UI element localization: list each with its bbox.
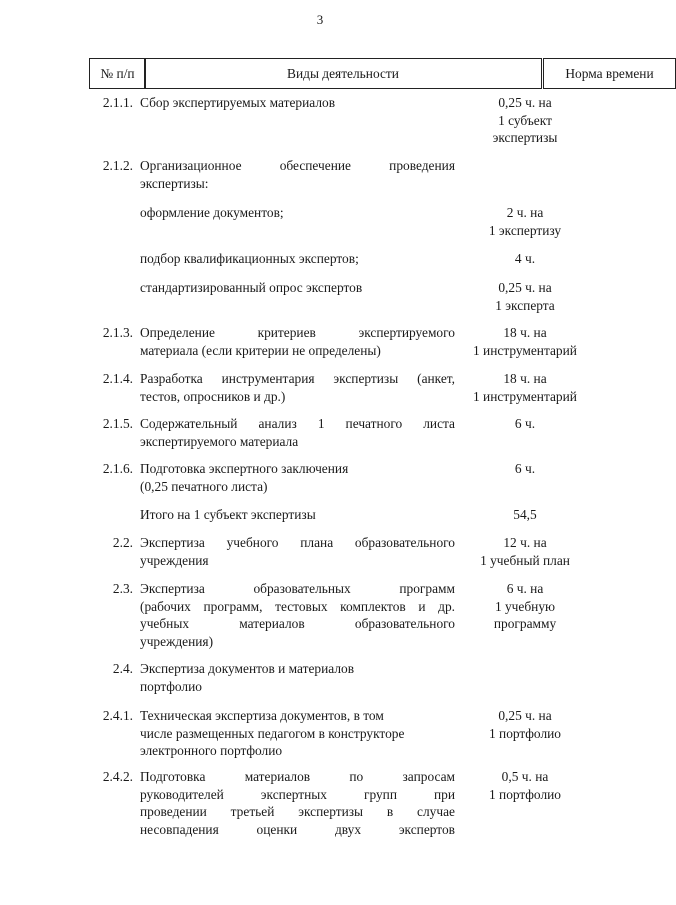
norm-line: 1 портфолио <box>488 786 561 802</box>
row-norm <box>460 580 590 633</box>
norm-line: 1 экспертизу <box>488 222 562 238</box>
desc-line: стандартизированный опрос экспертов <box>140 280 363 295</box>
norm-line: 12 ч. на <box>503 535 547 550</box>
norm-line: 6 ч. <box>514 461 536 476</box>
desc-line: Содержательный анализ 1 печатного листа <box>140 416 455 431</box>
desc-line: оформление документов; <box>140 205 284 220</box>
desc-line: числе размещенных педагогом в конструкторе <box>140 725 405 741</box>
desc-line: экспертируемого материала <box>140 433 299 449</box>
row-description <box>140 370 455 405</box>
row-description <box>140 324 455 359</box>
norm-line: 18 ч. на <box>503 325 547 340</box>
row-norm <box>460 534 590 569</box>
row-number: 2.1.5. <box>102 416 133 431</box>
row-description <box>140 415 455 450</box>
header-norm: Норма времени <box>543 58 676 89</box>
desc-line: Подготовка экспертного заключения <box>140 461 349 476</box>
row-norm <box>460 707 590 742</box>
desc-line: учреждения) <box>140 633 214 649</box>
row-description <box>140 94 455 112</box>
row-number: 2.1.6. <box>102 461 133 476</box>
row-norm <box>460 250 590 268</box>
norm-line: 1 учебную <box>494 598 556 614</box>
norm-line: 54,5 <box>513 507 537 522</box>
row-norm <box>460 506 590 524</box>
row-description <box>140 534 455 569</box>
norm-line: 1 субъект <box>498 112 552 128</box>
header-number: № п/п <box>89 58 146 89</box>
desc-line: Сбор экспертируемых материалов <box>140 95 336 110</box>
desc-line: проведении третьей экспертизы в случае <box>140 804 455 819</box>
row-description <box>140 460 455 495</box>
row-description <box>140 580 455 650</box>
row-description <box>140 250 455 268</box>
norm-line: 2 ч. на <box>506 205 544 220</box>
desc-line: портфолио <box>140 678 202 694</box>
row-number: 2.1.2. <box>102 158 133 173</box>
norm-line: 0,25 ч. на <box>498 95 552 110</box>
row-description <box>140 204 455 222</box>
row-number: 2.1.4. <box>102 371 133 386</box>
row-norm <box>460 370 590 405</box>
norm-line: 1 инструментарий <box>473 342 577 358</box>
row-number: 2.2. <box>112 535 133 550</box>
row-norm <box>460 415 590 433</box>
desc-line: Разработка инструментария экспертизы (анкет, <box>140 371 455 386</box>
row-description <box>140 157 455 192</box>
row-number: 2.3. <box>112 581 133 596</box>
table-header <box>89 58 654 89</box>
row-description <box>140 660 455 695</box>
desc-line: подбор квалификационных экспертов; <box>140 251 359 266</box>
desc-line: учреждения <box>140 552 209 568</box>
norm-line: 1 портфолио <box>488 725 561 741</box>
desc-line: Итого на 1 субъект экспертизы <box>140 507 316 522</box>
desc-line: Техническая экспертиза документов, в том <box>140 708 384 723</box>
desc-line: Определение критериев экспертируемого <box>140 325 455 340</box>
norm-line: программу <box>493 616 557 631</box>
desc-line: электронного портфолио <box>140 743 283 758</box>
row-norm <box>460 94 590 147</box>
row-description <box>140 506 455 524</box>
row-number: 2.1.1. <box>102 95 133 110</box>
norm-line: 4 ч. <box>514 251 536 266</box>
row-description <box>140 279 455 297</box>
norm-line: 18 ч. на <box>503 371 547 386</box>
norm-line: 6 ч. <box>514 416 536 431</box>
desc-line: материала (если критерии не определены) <box>140 342 381 358</box>
desc-line: Экспертиза образовательных программ <box>140 581 455 596</box>
desc-line: Организационное обеспечение проведения <box>140 158 455 173</box>
row-norm <box>460 460 590 478</box>
desc-line: экспертизы: <box>140 175 209 191</box>
row-norm <box>460 204 590 239</box>
desc-line: Экспертиза документов и материалов <box>140 661 355 676</box>
norm-line: 0,5 ч. на <box>501 769 549 784</box>
row-norm <box>460 768 590 803</box>
norm-line: 0,25 ч. на <box>498 280 552 295</box>
desc-line: тестов, опросников и др.) <box>140 388 286 404</box>
page-number: 3 <box>316 12 324 27</box>
norm-line: 1 учебный план <box>480 552 570 568</box>
desc-line: Экспертиза учебного плана образовательного <box>140 535 455 550</box>
norm-line: экспертизы <box>492 130 558 145</box>
row-description <box>140 707 455 760</box>
row-number: 2.4.1. <box>102 708 133 723</box>
desc-line: (рабочих программ, тестовых комплектов и др. <box>140 598 455 614</box>
header-activity: Виды деятельности <box>144 58 542 89</box>
row-number: 2.4. <box>112 661 133 676</box>
norm-line: 6 ч. на <box>506 581 544 596</box>
desc-line: несовпадения оценки двух экспертов <box>140 821 455 837</box>
row-norm <box>460 279 590 314</box>
row-number: 2.1.3. <box>102 325 133 340</box>
norm-line: 1 инструментарий <box>473 388 577 404</box>
desc-line: учебных материалов образовательного <box>140 616 455 631</box>
norm-line: 1 эксперта <box>495 297 555 313</box>
desc-line: Подготовка материалов по запросам <box>140 769 455 784</box>
norm-line: 0,25 ч. на <box>498 708 552 723</box>
row-norm <box>460 324 590 359</box>
desc-line: руководителей экспертных групп при <box>140 786 455 802</box>
row-number: 2.4.2. <box>102 769 133 784</box>
row-description <box>140 768 455 838</box>
desc-line: (0,25 печатного листа) <box>140 478 268 494</box>
